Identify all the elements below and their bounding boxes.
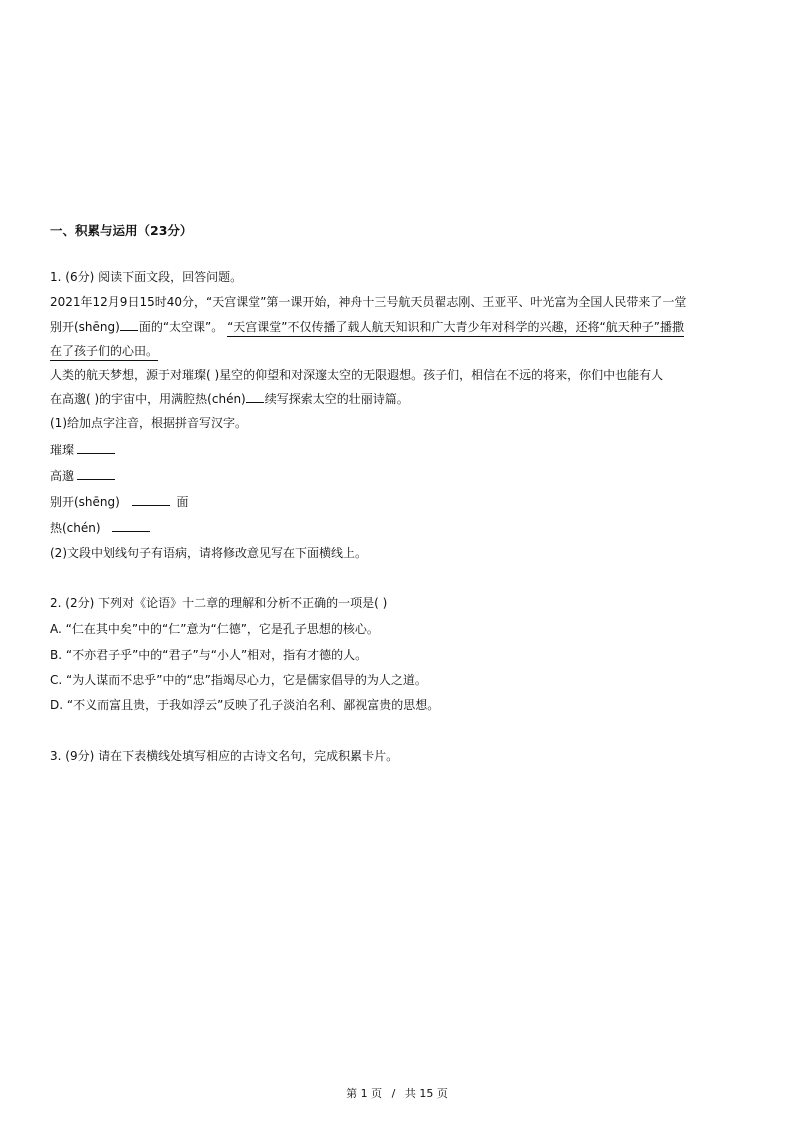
q1-underlined-sentence-part1: “天宫课堂”不仅传播了载人航天知识和广大青少年对科学的兴趣，还将“航天种子”播撒 [227,320,684,337]
q1-passage-line5-a: 在高邈( )的宇宙中，用满腔热(chén) [50,392,246,406]
section-title: 一、积累与运用（23分） [50,223,193,238]
q1-item-biekai [50,494,189,510]
q1-sub2: (2)文段中划线句子有语病，请将修改意见写在下面横线上。 [50,546,368,560]
q1-passage-line2 [50,319,684,335]
page-footer [0,1085,794,1101]
q1-item2-label: 高邈 [50,469,75,483]
answer-blank[interactable] [112,520,150,532]
answer-blank[interactable] [77,468,115,480]
q1-passage-line5 [50,391,409,407]
page-number: 第 1 页 [346,1087,383,1100]
q1-item3-label: 别开(shēng) [50,495,120,509]
q1-underlined-sentence-part2: 在了孩子们的心田。 [50,344,158,361]
q2-option-c: C. “为人谋而不忠乎”中的“忠”指竭尽心力，它是儒家倡导的为人之道。 [50,673,427,687]
q1-passage-line3 [50,343,158,359]
q1-blank-sheng [120,319,138,331]
q2-intro: 2. (2分) 下列对《论语》十二章的理解和分析不正确的一项是( ) [50,596,388,610]
page-total: 共 15 页 [404,1087,448,1100]
q1-passage-line2-b: 面的“太空课”。 [138,320,224,334]
q1-item1-label: 璀璨 [50,443,75,457]
answer-blank[interactable] [132,494,170,506]
q1-passage-line5-b: 续写探索太空的壮丽诗篇。 [264,392,409,406]
q1-item4-label: 热(chén) [50,521,101,535]
q1-passage-line2-a: 别开(shēng) [50,320,120,334]
q1-blank-chen [246,391,264,403]
q3-intro: 3. (9分) 请在下表横线处填写相应的古诗文名句，完成积累卡片。 [50,749,399,763]
answer-blank[interactable] [77,442,115,454]
q2-option-a: A. “仁在其中矣”中的“仁”意为“仁德”，它是孔子思想的核心。 [50,622,379,636]
q2-option-d: D. “不义而富且贵，于我如浮云”反映了孔子淡泊名利、鄙视富贵的思想。 [50,698,440,712]
q2-option-b: B. “不亦君子乎”中的“君子”与“小人”相对，指有才德的人。 [50,648,368,662]
q1-item3-suffix: 面 [176,495,189,509]
q1-sub1: (1)给加点字注音，根据拼音写汉字。 [50,416,247,430]
q1-item-re [50,520,150,536]
q1-passage-line1: 2021年12月9日15时40分，“天宫课堂”第一课开始，神舟十三号航天员翟志刚、王亚平、叶光富为全国人民带来了一堂 [50,295,687,309]
q1-intro: 1. (6分) 阅读下面文段，回答问题。 [50,270,243,284]
q1-item-gaomiao [50,468,115,484]
page-separator: / [391,1087,396,1100]
q1-passage-line4: 人类的航天梦想，源于对璀璨( )星空的仰望和对深邃太空的无限遐想。孩子们，相信在不远的将来，你们中也能有人 [50,368,664,382]
q1-item-cuican [50,442,115,458]
